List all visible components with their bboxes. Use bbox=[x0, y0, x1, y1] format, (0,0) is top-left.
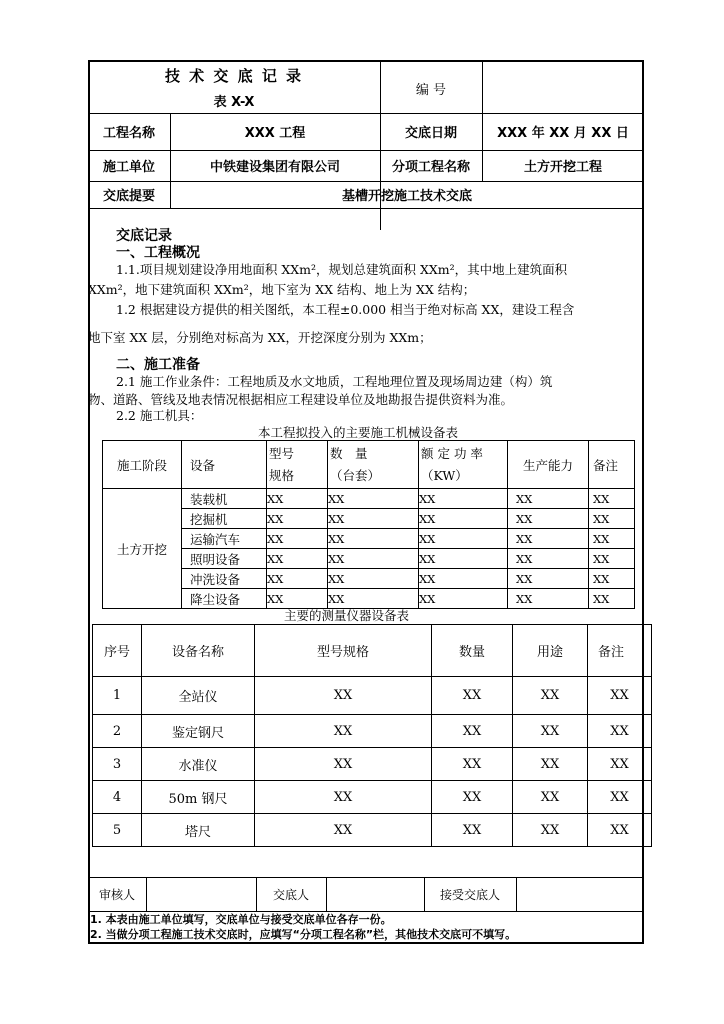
reviewer-label: 审核人 bbox=[98, 887, 135, 902]
qty-cell: XX bbox=[328, 569, 419, 589]
spec-cell: XX bbox=[255, 748, 432, 781]
remark-cell: XX bbox=[589, 529, 635, 549]
capacity-cell: XX bbox=[508, 509, 589, 529]
capacity-cell: XX bbox=[508, 489, 589, 509]
discloser-label: 交底人 bbox=[272, 887, 309, 902]
usage-cell: XX bbox=[513, 781, 588, 814]
equipment-name: 降尘设备 bbox=[182, 589, 267, 609]
number-label: 编 号 bbox=[415, 82, 447, 98]
construction-unit[interactable]: 中铁建设集团有限公司 bbox=[209, 160, 340, 175]
remark-cell: XX bbox=[589, 549, 635, 569]
instrument-name: 全站仪 bbox=[142, 677, 255, 715]
usage-cell: XX bbox=[513, 748, 588, 781]
col-power bbox=[419, 441, 508, 489]
capacity-cell: XX bbox=[508, 589, 589, 609]
summary-label: 交底提要 bbox=[102, 189, 155, 204]
equipment-name: 装载机 bbox=[182, 489, 267, 509]
note-cell: XX bbox=[588, 715, 652, 748]
col-seq: 序号 bbox=[93, 625, 142, 677]
sub-project-label: 分项工程名称 bbox=[391, 160, 470, 175]
overview-para-2a: 1.2 根据建设方提供的相关图纸，本工程±0.000 相当于绝对标高 XX，建设工程含 bbox=[116, 302, 575, 317]
equipment-name: 运输汽车 bbox=[182, 529, 267, 549]
power-cell: XX bbox=[419, 509, 508, 529]
note-cell: XX bbox=[588, 677, 652, 715]
col-model-spec: 型号规格 bbox=[255, 625, 432, 677]
spec-cell: XX bbox=[255, 677, 432, 715]
note-cell: XX bbox=[588, 748, 652, 781]
quantity-cell: XX bbox=[432, 781, 513, 814]
model-cell: XX bbox=[267, 489, 328, 509]
model-cell: XX bbox=[267, 549, 328, 569]
capacity-cell: XX bbox=[508, 569, 589, 589]
model-cell: XX bbox=[267, 589, 328, 609]
col-note: 备注 bbox=[588, 625, 652, 677]
quantity-cell: XX bbox=[432, 677, 513, 715]
machinery-caption: 本工程拟投入的主要施工机械设备表 bbox=[258, 425, 459, 440]
power-cell: XX bbox=[419, 569, 508, 589]
note-1: 1. 本表由施工单位填写，交底单位与接受交底单位各存一份。 bbox=[90, 913, 392, 926]
note-cell: XX bbox=[588, 781, 652, 814]
model-cell: XX bbox=[267, 529, 328, 549]
col-qty bbox=[328, 441, 419, 489]
model-label: 型号 bbox=[269, 445, 295, 461]
overview-para-1b: XXm²，地下建筑面积 XXm²，地下室为 XX 结构、地上为 XX 结构； bbox=[88, 282, 476, 297]
seq-cell: 2 bbox=[93, 715, 142, 748]
col-usage: 用途 bbox=[513, 625, 588, 677]
instrument-name: 水准仪 bbox=[142, 748, 255, 781]
quantity-cell: XX bbox=[432, 748, 513, 781]
project-name-label: 工程名称 bbox=[102, 126, 155, 141]
receiver-field[interactable] bbox=[516, 877, 644, 911]
qty-unit: （台套） bbox=[330, 467, 381, 483]
equipment-name: 冲洗设备 bbox=[182, 569, 267, 589]
qty-cell: XX bbox=[328, 509, 419, 529]
instrument-name: 鉴定钢尺 bbox=[142, 715, 255, 748]
equipment-name: 挖掘机 bbox=[182, 509, 267, 529]
capacity-cell: XX bbox=[508, 549, 589, 569]
section-prep-title: 二、施工准备 bbox=[116, 357, 200, 373]
col-remark: 备注 bbox=[589, 441, 635, 489]
usage-cell: XX bbox=[513, 814, 588, 847]
spec-cell: XX bbox=[255, 814, 432, 847]
prep-para-1a: 2.1 施工作业条件：工程地质及水文地质，工程地理位置及现场周边建（构）筑 bbox=[116, 374, 553, 389]
spec-cell: XX bbox=[255, 781, 432, 814]
unit-label: 施工单位 bbox=[102, 160, 155, 175]
disclosure-date[interactable]: XXX 年 XX 月 XX 日 bbox=[497, 126, 629, 141]
prep-para-1b: 物、道路、管线及地表情况根据相应工程建设单位及地勘报告提供资料为准。 bbox=[88, 392, 514, 407]
instrument-name: 塔尺 bbox=[142, 814, 255, 847]
remark-cell: XX bbox=[589, 589, 635, 609]
disclosure-form bbox=[88, 60, 644, 944]
col-model bbox=[267, 441, 328, 489]
project-name[interactable]: XXX 工程 bbox=[244, 126, 306, 141]
form-title: 技 术 交 底 记 录 bbox=[164, 66, 304, 85]
qty-cell: XX bbox=[328, 529, 419, 549]
col-name: 设备名称 bbox=[142, 625, 255, 677]
usage-cell: XX bbox=[513, 677, 588, 715]
note-2: 2. 当做分项工程施工技术交底时，应填写“分项工程名称”栏，其他技术交底可不填写。 bbox=[90, 928, 517, 941]
prep-para-2: 2.2 施工机具： bbox=[116, 408, 203, 423]
power-label: 额 定 功 率 bbox=[421, 445, 483, 461]
quantity-cell: XX bbox=[432, 715, 513, 748]
qty-label: 数 量 bbox=[330, 445, 368, 461]
quantity-cell: XX bbox=[432, 814, 513, 847]
section-overview-title: 一、工程概况 bbox=[116, 245, 200, 261]
date-label: 交底日期 bbox=[404, 126, 457, 141]
machinery-table bbox=[102, 440, 635, 609]
qty-cell: XX bbox=[328, 489, 419, 509]
qty-cell: XX bbox=[328, 589, 419, 609]
note-cell: XX bbox=[588, 814, 652, 847]
remark-cell: XX bbox=[589, 509, 635, 529]
power-unit: （KW） bbox=[421, 467, 468, 483]
number-value[interactable] bbox=[482, 60, 644, 113]
reviewer-field[interactable] bbox=[146, 877, 256, 911]
stage-cell: 土方开挖 bbox=[103, 489, 182, 609]
instrument-caption: 主要的测量仪器设备表 bbox=[284, 608, 410, 623]
seq-cell: 5 bbox=[93, 814, 142, 847]
seq-cell: 4 bbox=[93, 781, 142, 814]
power-cell: XX bbox=[419, 489, 508, 509]
overview-para-2b: 地下室 XX 层，分别绝对标高为 XX，开挖深度分别为 XXm； bbox=[88, 330, 432, 345]
sub-project-name[interactable]: 土方开挖工程 bbox=[523, 160, 602, 175]
discloser-field[interactable] bbox=[326, 877, 424, 911]
spec-label: 规格 bbox=[269, 467, 295, 483]
usage-cell: XX bbox=[513, 715, 588, 748]
seq-cell: 3 bbox=[93, 748, 142, 781]
instrument-table bbox=[92, 624, 652, 847]
form-number: 表 X-X bbox=[213, 94, 255, 110]
col-capacity: 生产能力 bbox=[508, 441, 589, 489]
equipment-name: 照明设备 bbox=[182, 549, 267, 569]
capacity-cell: XX bbox=[508, 529, 589, 549]
overview-para-1a: 1.1.项目规划建设净用地面积 XXm²，规划总建筑面积 XXm²，其中地上建筑面积 bbox=[116, 262, 568, 277]
remark-cell: XX bbox=[589, 489, 635, 509]
model-cell: XX bbox=[267, 569, 328, 589]
record-title: 交底记录 bbox=[116, 228, 172, 244]
col-stage: 施工阶段 bbox=[103, 441, 182, 489]
model-cell: XX bbox=[267, 509, 328, 529]
receiver-label: 接受交底人 bbox=[439, 887, 500, 902]
power-cell: XX bbox=[419, 589, 508, 609]
col-equipment: 设备 bbox=[182, 441, 267, 489]
power-cell: XX bbox=[419, 549, 508, 569]
remark-cell: XX bbox=[589, 569, 635, 589]
col-quantity: 数量 bbox=[432, 625, 513, 677]
qty-cell: XX bbox=[328, 549, 419, 569]
spec-cell: XX bbox=[255, 715, 432, 748]
seq-cell: 1 bbox=[93, 677, 142, 715]
instrument-name: 50m 钢尺 bbox=[142, 781, 255, 814]
power-cell: XX bbox=[419, 529, 508, 549]
summary-value[interactable]: 基槽开挖施工技术交底 bbox=[341, 189, 472, 204]
